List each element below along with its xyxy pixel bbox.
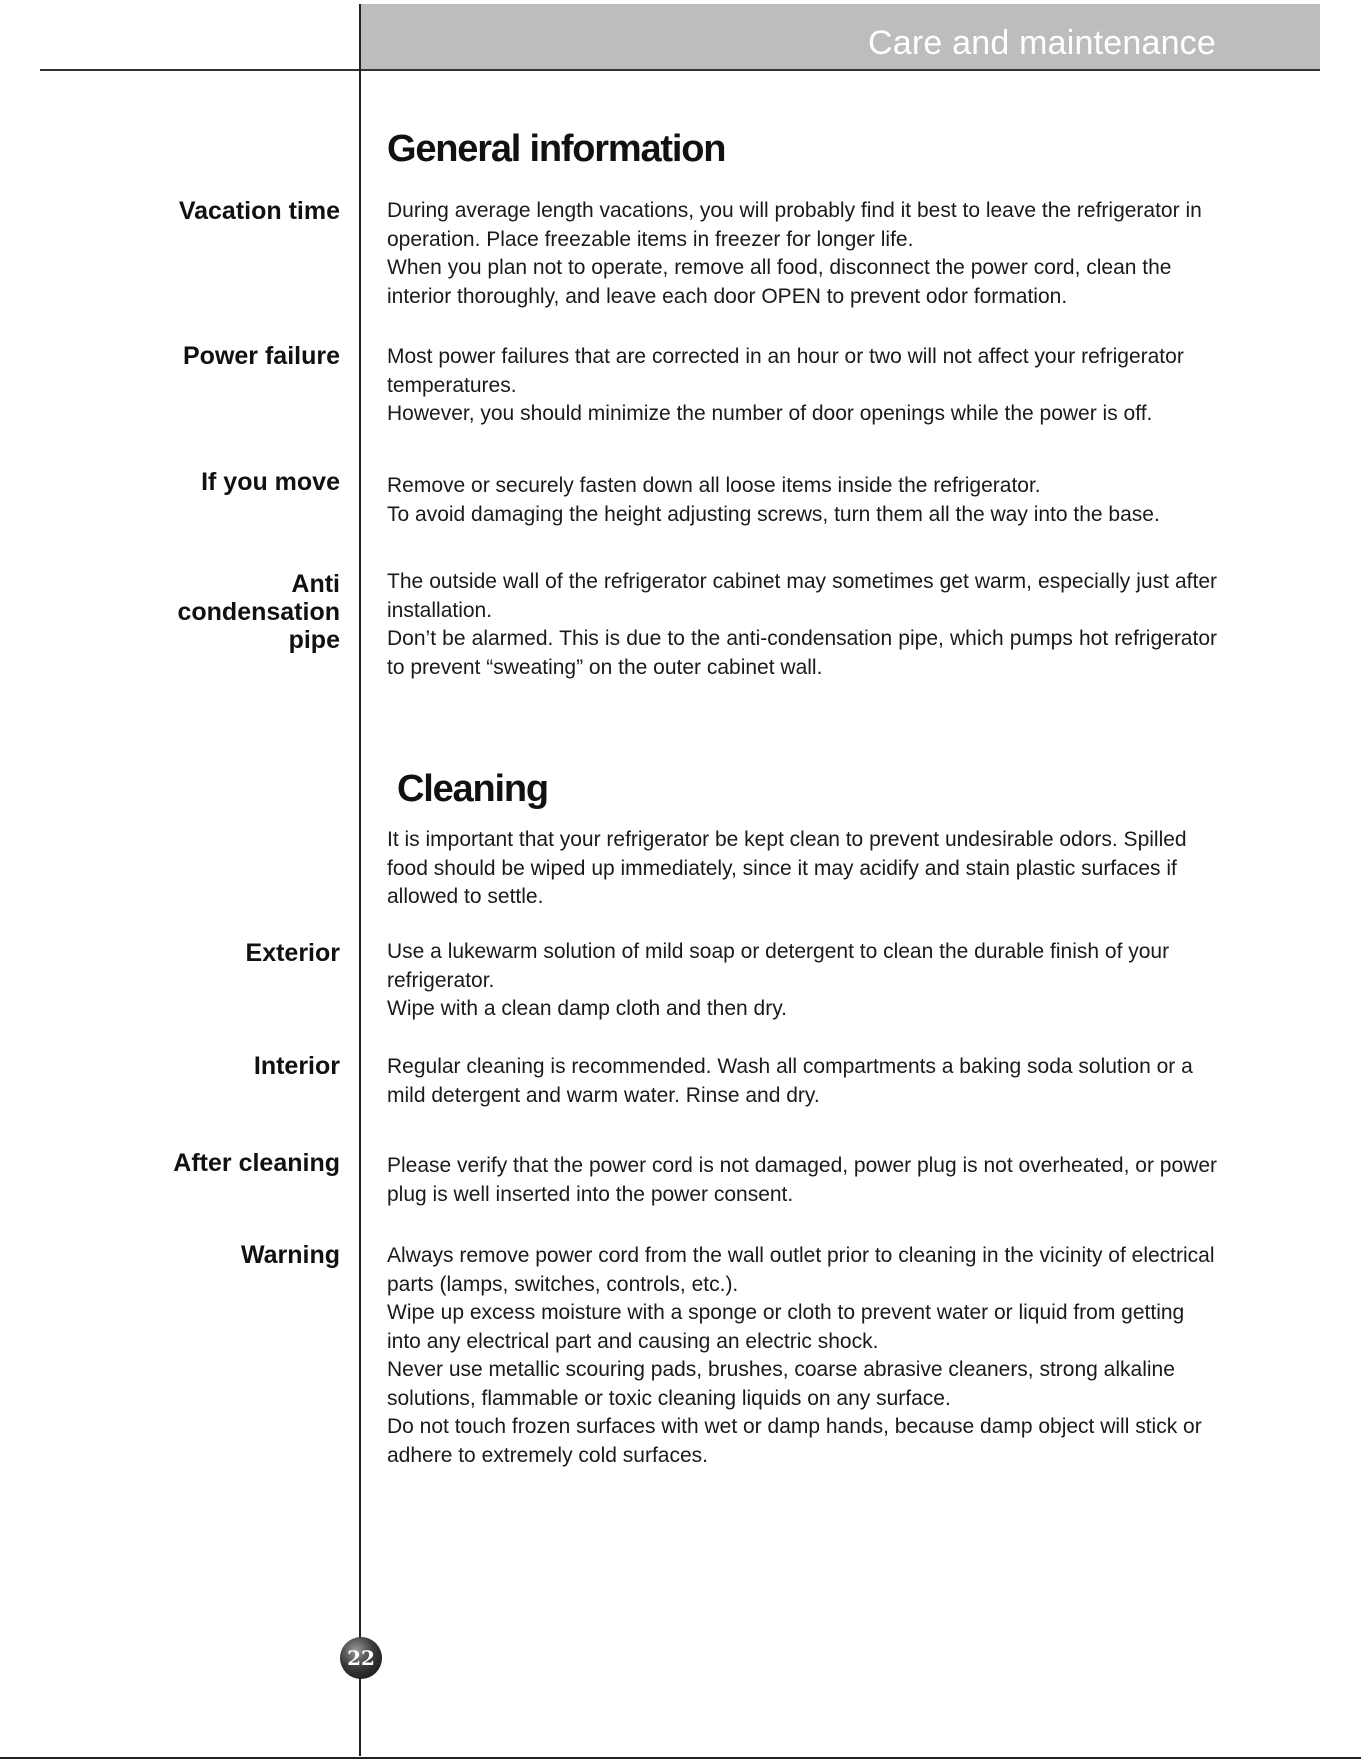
if-you-move-text: [387, 472, 1217, 529]
general-information-heading: General information: [387, 128, 726, 170]
vacation-time-text: [387, 197, 1217, 311]
if-you-move-paragraph: To avoid damaging the height adjusting screws, turn them all the way into the base.: [387, 502, 1160, 526]
after-cleaning-label: After cleaning: [173, 1149, 340, 1177]
power-failure-text: [387, 343, 1217, 429]
warning-text: [387, 1242, 1217, 1470]
anti-condensation-paragraph: The outside wall of the refrigerator cabinet may sometimes get warm, especially just after installation.: [387, 570, 1217, 622]
cleaning-intro-paragraph: It is important that your refrigerator be kept clean to prevent undesirable odors. Spilled food should be wiped up immediately, since it may acidify and stain plastic surfaces if allowed to settle.: [387, 828, 1187, 908]
anti-condensation-paragraph: Don’t be alarmed. This is due to the anti-condensation pipe, which pumps hot refrigerator to prevent “sweating” on the outer cabinet wall.: [387, 627, 1217, 679]
header-bar: [360, 4, 1320, 70]
label-line: pipe: [288, 626, 340, 654]
vacation-time-label: Vacation time: [178, 197, 340, 225]
power-failure-paragraph: Most power failures that are corrected in an hour or two will not affect your refrigerator temperatures.: [387, 345, 1184, 397]
cleaning-intro-text: [387, 826, 1217, 912]
top-rule: [40, 69, 1320, 71]
exterior-text: [387, 938, 1217, 1024]
exterior-paragraph: Use a lukewarm solution of mild soap or detergent to clean the durable finish of your refrigerator.: [387, 940, 1170, 992]
warning-paragraph: Wipe up excess moisture with a sponge or cloth to prevent water or liquid from getting into any electrical part and causing an electric shock.: [387, 1301, 1185, 1353]
header-title: Care and maintenance: [867, 24, 1216, 62]
exterior-paragraph: Wipe with a clean damp cloth and then dry.: [387, 997, 787, 1020]
warning-paragraph: Never use metallic scouring pads, brushes, coarse abrasive cleaners, strong alkaline solutions, flammable or toxic cleaning liquids on any surface.: [387, 1358, 1175, 1410]
after-cleaning-paragraph: Please verify that the power cord is not damaged, power plug is not overheated, or power plug is well inserted into the power consent.: [387, 1154, 1217, 1206]
page-number-badge: 22: [340, 1637, 382, 1679]
bottom-rule: [0, 1757, 1361, 1759]
interior-text: [387, 1053, 1217, 1110]
interior-paragraph: Regular cleaning is recommended. Wash all compartments a baking soda solution or a mild detergent and warm water. Rinse and dry.: [387, 1055, 1193, 1107]
warning-label: Warning: [240, 1241, 340, 1269]
vacation-time-paragraph: When you plan not to operate, remove all food, disconnect the power cord, clean the interior thoroughly, and leave each door OPEN to prevent odor formation.: [387, 256, 1172, 308]
power-failure-paragraph: However, you should minimize the number of door openings while the power is off.: [387, 402, 1153, 425]
exterior-label: Exterior: [245, 939, 340, 967]
label-line: Anti: [291, 570, 340, 598]
power-failure-label: Power failure: [183, 342, 340, 370]
anti-condensation-text: [387, 568, 1217, 682]
warning-paragraph: Do not touch frozen surfaces with wet or damp hands, because damp object will stick or adhere to extremely cold surfaces.: [387, 1415, 1202, 1467]
warning-paragraph: Always remove power cord from the wall outlet prior to cleaning in the vicinity of electrical parts (lamps, switches, controls, etc.).: [387, 1244, 1215, 1296]
cleaning-heading: Cleaning: [397, 768, 548, 810]
if-you-move-paragraph: Remove or securely fasten down all loose items inside the refrigerator.: [387, 474, 1041, 497]
vertical-rule: [359, 4, 361, 1756]
if-you-move-label: If you move: [201, 468, 340, 496]
anti-condensation-pipe-label: [20, 570, 340, 654]
after-cleaning-text: [387, 1152, 1217, 1209]
label-line: condensation: [177, 598, 340, 626]
vacation-time-paragraph: During average length vacations, you will probably find it best to leave the refrigerator in operation. Place freezable items in freezer for longer life.: [387, 199, 1202, 251]
interior-label: Interior: [253, 1052, 340, 1080]
